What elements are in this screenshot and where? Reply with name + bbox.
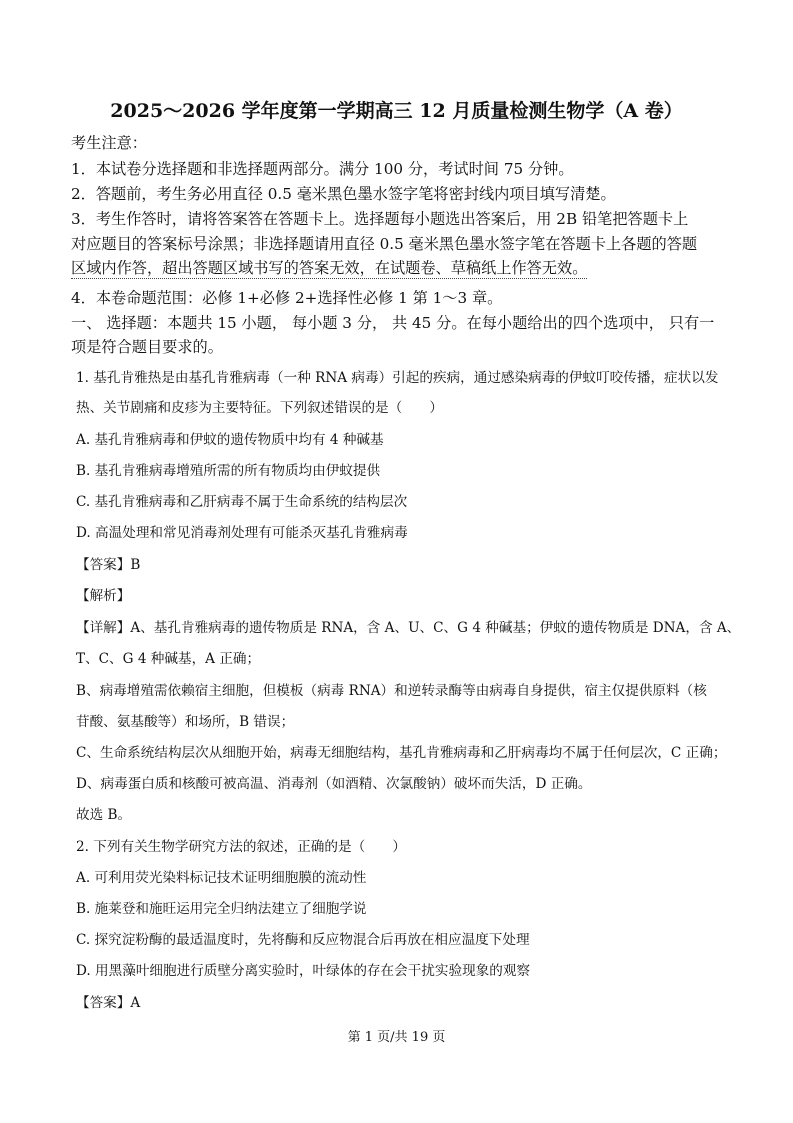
notice-line-4: 对应题目的答案标号涂黑；非选择题请用直径 0.5 毫米黑色墨水签字笔在答题卡上各题的答题: [71, 235, 698, 253]
q1-stem-line-2: 热、关节剧痛和皮疹为主要特征。下列叙述错误的是（ ）: [76, 400, 444, 416]
notice-line-3: 3．考生作答时，请将答案答在答题卡上。选择题每小题选出答案后，用 2B 铅笔把答题卡上: [71, 210, 689, 228]
notice-line-1: 1．本试卷分选择题和非选择题两部分。满分 100 分，考试时间 75 分钟。: [71, 160, 574, 178]
q1-option-a: A. 基孔肯雅病毒和伊蚊的遗传物质中均有 4 种碱基: [76, 432, 384, 448]
q1-detail-line-5: C、生命系统结构层次从细胞开始，病毒无细胞结构，基孔肯雅病毒和乙肝病毒均不属于任何层次，C 正确；: [76, 745, 727, 761]
notice-heading: 考生注意：: [71, 134, 147, 152]
page-footer: 第 1 页/共 19 页: [347, 1030, 446, 1045]
q2-option-d: D. 用黑藻叶细胞进行质壁分离实验时，叶绿体的存在会干扰实验现象的观察: [76, 963, 531, 979]
q1-detail-line-2: T、C、G 4 种碱基，A 正确；: [76, 651, 261, 667]
q1-option-c: C. 基孔肯雅病毒和乙肝病毒不属于生命系统的结构层次: [76, 494, 408, 510]
q1-detail-line-1: 【详解】A、基孔肯雅病毒的遗传物质是 RNA，含 A、U、C、G 4 种碱基；伊蚊的遗传物质是 DNA，含 A、: [76, 620, 741, 636]
q1-option-b: B. 基孔肯雅病毒增殖所需的所有物质均由伊蚊提供: [76, 463, 381, 479]
notice-line-2: 2．答题前，考生务必用直径 0.5 毫米黑色墨水签字笔将密封线内项目填写清楚。: [71, 185, 616, 203]
q1-detail-line-6: D、病毒蛋白质和核酸可被高温、消毒剂（如酒精、次氯酸钠）破坏而失活，D 正确。: [76, 776, 592, 792]
section-heading-line-1: 一、 选择题：本题共 15 小题， 每小题 3 分， 共 45 分。在每小题给出的四个选项中， 只有一: [71, 314, 715, 332]
q1-analysis-label: 【解析】: [76, 588, 131, 604]
q2-option-b: B. 施莱登和施旺运用完全归纳法建立了细胞学说: [76, 901, 367, 917]
q2-answer: 【答案】A: [76, 995, 141, 1011]
exam-title: 2025～2026 学年度第一学期高三 12 月质量检测生物学（A 卷）: [110, 100, 683, 122]
q1-detail-line-3: B、病毒增殖需依赖宿主细胞，但模板（病毒 RNA）和逆转录酶等由病毒自身提供，宿主仅提供原料（核: [76, 683, 707, 699]
q1-detail-line-4: 苷酸、氨基酸等）和场所，B 错误；: [76, 714, 295, 730]
q1-stem-line-1: 1. 基孔肯雅热是由基孔肯雅病毒（一种 RNA 病毒）引起的疾病，通过感染病毒的伊蚊叮咬传播，症状以发: [76, 370, 719, 386]
notice-line-5: 区域内作答，超出答题区域书写的答案无效，在试题卷、草稿纸上作答无效。: [71, 259, 588, 277]
q1-answer: 【答案】B: [76, 557, 141, 573]
q1-option-d: D. 高温处理和常见消毒剂处理有可能杀灭基孔肯雅病毒: [76, 525, 408, 541]
q1-detail-line-7: 故选 B。: [76, 807, 132, 823]
section-heading-line-2: 项是符合题目要求的。: [71, 338, 223, 356]
q2-stem: 2. 下列有关生物学研究方法的叙述，正确的是（ ）: [76, 839, 406, 855]
notice-line-6: 4．本卷命题范围：必修 1+必修 2+选择性必修 1 第 1～3 章。: [71, 289, 503, 307]
q2-option-a: A. 可利用荧光染料标记技术证明细胞膜的流动性: [76, 870, 367, 886]
q2-option-c: C. 探究淀粉酶的最适温度时，先将酶和反应物混合后再放在相应温度下处理: [76, 932, 530, 948]
